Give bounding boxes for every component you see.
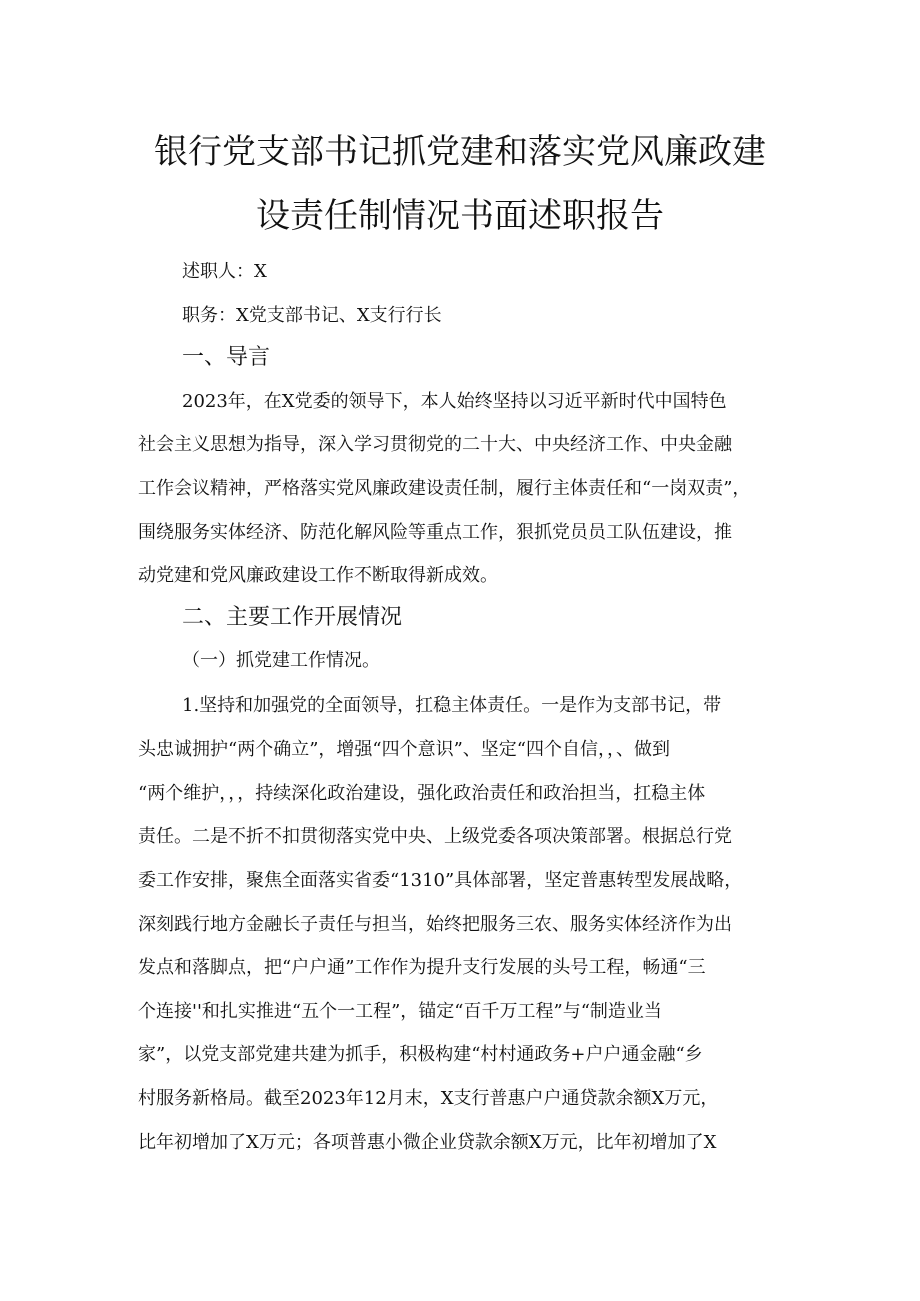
- paragraph-line: 家”，以党支部党建共建为抓手，积极构建“村村通政务+户户通金融“乡: [138, 1044, 703, 1065]
- paragraph-line: 2023年，在X党委的领导下，本人始终坚持以习近平新时代中国特色: [182, 391, 727, 412]
- section-heading-main-work: 二、主要工作开展情况: [182, 605, 403, 630]
- document-title-line-1: 银行党支部书记抓党建和落实党风廉政建: [154, 132, 766, 172]
- section-heading-intro: 一、导言: [182, 345, 271, 370]
- position-line: 职务：X党支部书记、X支行行长: [182, 305, 442, 326]
- paragraph-line: 工作会议精神，严格落实党风廉政建设责任制，履行主体责任和“一岗双责”，: [138, 478, 751, 499]
- reporter-line: 述职人：X: [182, 261, 267, 282]
- paragraph-line: 社会主义思想为指导，深入学习贯彻党的二十大、中央经济工作、中央金融: [138, 434, 732, 455]
- paragraph-line: “两个维护，，，持续深化政治建设，强化政治责任和政治担当，扛稳主体: [138, 783, 706, 804]
- paragraph-line: 村服务新格局。截至2023年12月末，X支行普惠户户通贷款余额X万元，: [138, 1088, 719, 1109]
- paragraph-line: 责任。二是不折不扣贯彻落实党中央、上级党委各项决策部署。根据总行党: [138, 826, 732, 847]
- paragraph-line: 动党建和党风廉政建设工作不断取得新成效。: [138, 565, 498, 586]
- paragraph-line: 发点和落脚点，把“户户通”工作作为提升支行发展的头号工程，畅通“三: [138, 957, 706, 978]
- paragraph-line: 深刻践行地方金融长子责任与担当，始终把服务三农、服务实体经济作为出: [138, 914, 732, 935]
- paragraph-line: 头忠诚拥护“两个确立”，增强“四个意识”、坚定“四个自信，，、做到: [138, 739, 671, 760]
- subsection-heading: （一）抓党建工作情况。: [182, 650, 380, 671]
- document-title-line-2: 设责任制情况书面述职报告: [256, 196, 664, 236]
- paragraph-line: 委工作安排，聚焦全面落实省委“1310”具体部署，坚定普惠转型发展战略，: [138, 870, 743, 891]
- paragraph-line: 比年初增加了X万元；各项普惠小微企业贷款余额X万元，比年初增加了X: [138, 1132, 717, 1153]
- paragraph-line: 1.坚持和加强党的全面领导，扛稳主体责任。一是作为支部书记，带: [182, 695, 722, 716]
- paragraph-line: 个连接''和扎实推进“五个一工程”，锚定“百千万工程”与“制造业当: [138, 1001, 662, 1022]
- paragraph-line: 围绕服务实体经济、防范化解风险等重点工作，狠抓党员员工队伍建设，推: [138, 522, 732, 543]
